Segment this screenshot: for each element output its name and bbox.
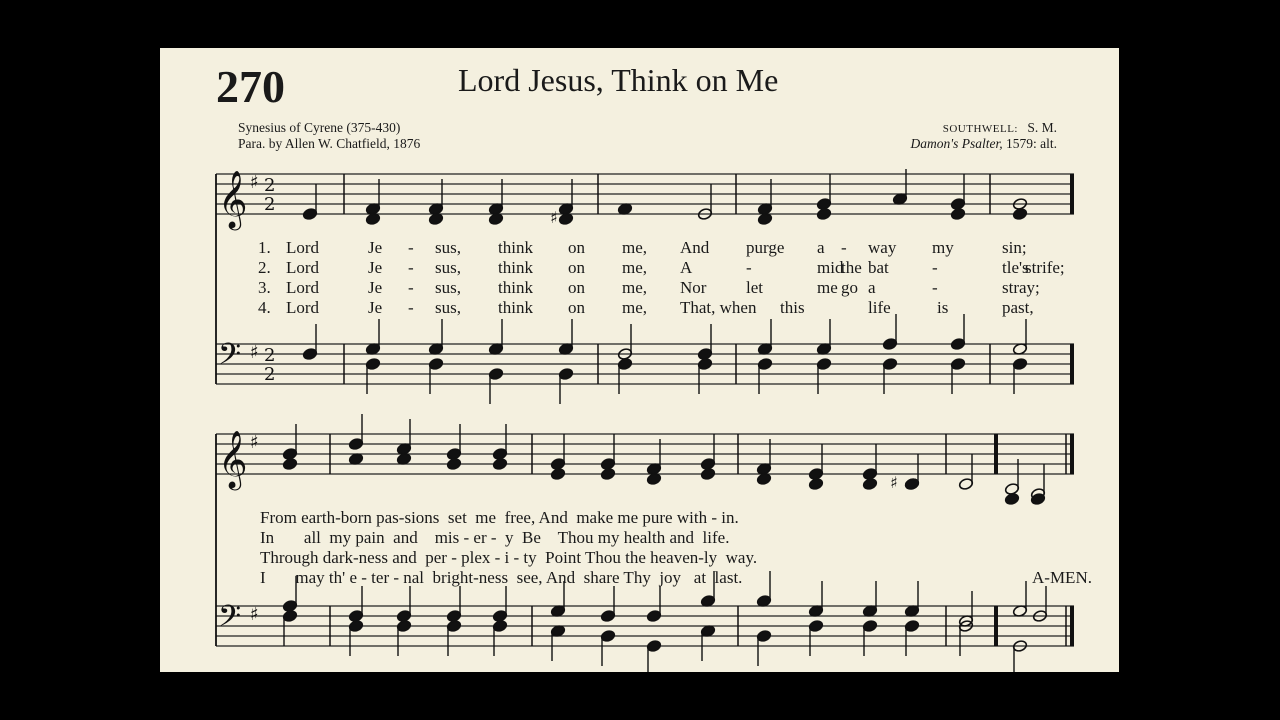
bass-clef-icon: 𝄢 xyxy=(218,600,242,641)
lyric-word: my xyxy=(932,238,954,257)
key-signature-sharp-icon: ♯ xyxy=(250,342,259,363)
lyric-word: Je xyxy=(368,298,383,317)
lyric-word: - xyxy=(841,238,847,257)
lyric-word: on xyxy=(568,298,585,317)
translator-credit: Para. by Allen W. Chatfield, 1876 xyxy=(238,136,421,151)
time-signature-top: 2 xyxy=(264,175,276,196)
lyric-word: Je xyxy=(368,258,383,277)
lyric-word: me, xyxy=(622,278,648,297)
lyric-word: - xyxy=(746,258,752,277)
alto-note xyxy=(282,457,297,470)
alto-note xyxy=(1004,492,1019,505)
lyric-word: - xyxy=(932,278,938,297)
lyric-word: past, xyxy=(1002,298,1034,317)
alto-note xyxy=(950,207,965,220)
lyric-word: bat xyxy=(868,258,889,277)
source-title: Damon's Psalter, xyxy=(910,136,1003,151)
lyric-word: me xyxy=(817,278,838,297)
sharp-accidental-icon: ♯ xyxy=(550,208,558,227)
tune-name: SOUTHWELL: xyxy=(942,123,1018,135)
lyric-word: - xyxy=(408,278,414,297)
source-rest: 1579: alt. xyxy=(1006,136,1057,151)
lyric-word: - xyxy=(408,258,414,277)
alto-note xyxy=(600,467,615,480)
lyric-word: on xyxy=(568,278,585,297)
meter: S. M. xyxy=(1027,120,1057,135)
hymn-number: 270 xyxy=(216,61,285,112)
time-signature-top: 2 xyxy=(264,345,276,366)
treble-clef-icon: 𝄞 xyxy=(218,170,248,228)
time-signature-bottom: 2 xyxy=(264,364,276,385)
lyric-word: let xyxy=(746,278,763,297)
treble-clef-icon: 𝄞 xyxy=(218,430,248,488)
lyric-word: Lord xyxy=(286,238,320,257)
lyric-word: me, xyxy=(622,298,648,317)
lyric-word: tle's xyxy=(1002,258,1029,277)
hymn-title: Lord Jesus, Think on Me xyxy=(458,62,779,98)
lyric-word: mid xyxy=(817,258,844,277)
lyric-word: think xyxy=(498,298,533,317)
lyric-line: I may th' e - ter - nal bright-ness see, And share Thy joy at last. xyxy=(260,568,743,587)
verse-number: 2. xyxy=(258,258,271,277)
bass-clef-icon: 𝄢 xyxy=(218,338,242,379)
amen-text: A-MEN. xyxy=(1032,568,1092,587)
key-signature-sharp-icon: ♯ xyxy=(250,172,259,193)
verse-number: 1. xyxy=(258,238,271,257)
lyric-word: me, xyxy=(622,238,648,257)
lyric-line: Through dark-ness and per - plex - i - ty Point Thou the heaven-ly way. xyxy=(260,548,758,567)
lyric-word: this xyxy=(780,298,805,317)
lyric-word: the xyxy=(841,258,862,277)
lyric-line: In all my pain and mis - er - y Be Thou my health and life. xyxy=(260,528,730,547)
alto-note xyxy=(862,477,877,490)
alto-note xyxy=(492,457,507,470)
lyric-word: think xyxy=(498,238,533,257)
lyric-word: me, xyxy=(622,258,648,277)
lyric-word: Je xyxy=(368,238,383,257)
key-signature-sharp-icon: ♯ xyxy=(250,432,259,453)
lyric-word: on xyxy=(568,258,585,277)
author-credit: Synesius of Cyrene (375-430) xyxy=(238,120,401,135)
lyric-word: Lord xyxy=(286,298,320,317)
lyric-word: strife; xyxy=(1025,258,1065,277)
lyric-word: - xyxy=(932,258,938,277)
lyric-word: think xyxy=(498,278,533,297)
lyric-word: sus, xyxy=(435,278,461,297)
lyric-word: And xyxy=(680,238,710,257)
lyric-word: on xyxy=(568,238,585,257)
lyric-word: sus, xyxy=(435,298,461,317)
lyric-word: a xyxy=(868,278,876,297)
lyric-word: Nor xyxy=(680,278,707,297)
time-signature-bottom: 2 xyxy=(264,194,276,215)
verse-number: 3. xyxy=(258,278,271,297)
key-signature-sharp-icon: ♯ xyxy=(250,604,259,625)
lyric-word: Je xyxy=(368,278,383,297)
sharp-accidental-icon: ♯ xyxy=(890,473,898,492)
lyric-word: Lord xyxy=(286,258,320,277)
alto-note xyxy=(808,477,823,490)
verse-number: 4. xyxy=(258,298,271,317)
lyric-word: - xyxy=(408,298,414,317)
lyric-word: go xyxy=(841,278,858,297)
lyric-word: A xyxy=(680,258,693,277)
hymnal-page xyxy=(160,48,1119,672)
alto-note xyxy=(700,467,715,480)
lyric-word: - xyxy=(408,238,414,257)
lyric-word: purge xyxy=(746,238,785,257)
alto-note xyxy=(446,457,461,470)
lyric-word: life xyxy=(868,298,891,317)
lyric-word: is xyxy=(937,298,949,317)
lyric-word: stray; xyxy=(1002,278,1040,297)
lyric-word: think xyxy=(498,258,533,277)
alto-note xyxy=(1012,207,1027,220)
lyric-word: That, when xyxy=(680,298,757,317)
lyric-word: Lord xyxy=(286,278,320,297)
alto-note xyxy=(816,207,831,220)
lyric-word: sus, xyxy=(435,258,461,277)
lyric-word: way xyxy=(868,238,897,257)
lyric-word: sus, xyxy=(435,238,461,257)
lyric-word: a xyxy=(817,238,825,257)
lyric-word: sin; xyxy=(1002,238,1027,257)
alto-note xyxy=(550,467,565,480)
lyric-line: From earth-born pas-sions set me free, And make me pure with - in. xyxy=(260,508,739,527)
